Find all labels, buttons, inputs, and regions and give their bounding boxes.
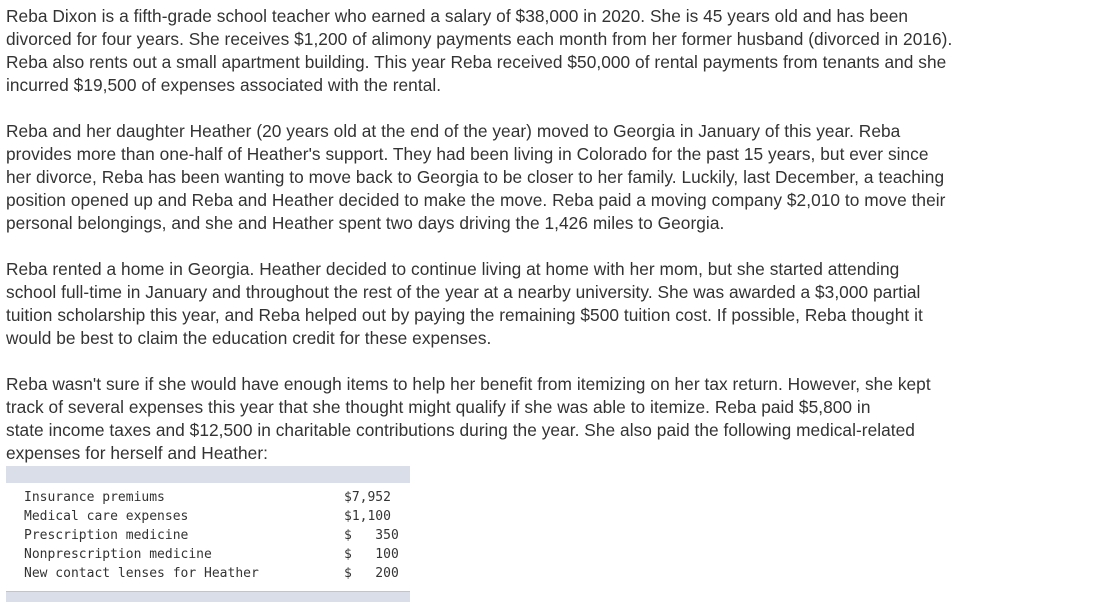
expense-amount: $ 100	[344, 547, 399, 562]
text-line: personal belongings, and she and Heather spent two days driving the 1,426 miles to Georgia.	[6, 213, 725, 233]
text-line: incurred $19,500 of expenses associated with the rental.	[6, 75, 442, 95]
paragraph-education	[6, 258, 1096, 350]
text-line: school full-time in January and throughout the rest of the year at a nearby university. She was awarded a $3,000 partial	[6, 282, 921, 302]
problem-text	[6, 5, 1096, 488]
table-row	[6, 545, 404, 564]
text-line: Reba and her daughter Heather (20 years old at the end of the year) moved to Georgia in January of this year. Reba	[6, 121, 901, 141]
expense-amount: $1,100	[344, 509, 391, 524]
expense-amount: $ 350	[344, 528, 399, 543]
text-line: Reba rented a home in Georgia. Heather decided to continue living at home with her mom, but she started attending	[6, 259, 900, 279]
expense-label: Insurance premiums	[24, 490, 165, 505]
expense-amount: $7,952	[344, 490, 391, 505]
expense-label: Nonprescription medicine	[24, 547, 212, 562]
text-line: state income taxes and $12,500 in charitable contributions during the year. She also paid the following medical-related	[6, 420, 915, 440]
table-row	[6, 488, 404, 507]
text-line: position opened up and Reba and Heather decided to make the move. Reba paid a moving company $2,010 to move their	[6, 190, 946, 210]
expense-label: New contact lenses for Heather	[24, 566, 259, 581]
table-header-bar	[6, 466, 410, 483]
paragraph-itemizing	[6, 373, 1096, 465]
text-line: divorced for four years. She receives $1,200 of alimony payments each month from her former husband (divorced in 2016).	[6, 29, 953, 49]
table-body	[6, 483, 410, 591]
expense-table	[6, 488, 404, 583]
text-line: Reba also rents out a small apartment building. This year Reba received $50,000 of rental payments from tenants and she	[6, 52, 947, 72]
expense-label: Prescription medicine	[24, 528, 189, 543]
text-line: expenses for herself and Heather:	[6, 443, 268, 463]
expense-label: Medical care expenses	[24, 509, 189, 524]
text-line: her divorce, Reba has been wanting to move back to Georgia to be closer to her family. Luckily, last December, a teaching	[6, 167, 945, 187]
table-row	[6, 526, 404, 545]
text-line: Reba Dixon is a fifth-grade school teacher who earned a salary of $38,000 in 2020. She is 45 years old and has been	[6, 6, 909, 26]
paragraph-move	[6, 120, 1096, 235]
text-line: would be best to claim the education credit for these expenses.	[6, 328, 492, 348]
text-line: tuition scholarship this year, and Reba helped out by paying the remaining $500 tuition cost. If possible, Reba thought it	[6, 305, 923, 325]
text-line: Reba wasn't sure if she would have enough items to help her benefit from itemizing on her tax return. However, she kept	[6, 374, 931, 394]
text-line: track of several expenses this year that she thought might qualify if she was able to itemize. Reba paid $5,800 in	[6, 397, 871, 417]
text-line: provides more than one-half of Heather's support. They had been living in Colorado for the past 15 years, but ever since	[6, 144, 929, 164]
medical-expense-table	[6, 466, 410, 602]
table-row	[6, 564, 404, 583]
paragraph-income	[6, 5, 1096, 97]
table-row	[6, 507, 404, 526]
expense-amount: $ 200	[344, 566, 399, 581]
table-footer-bar	[6, 591, 410, 602]
